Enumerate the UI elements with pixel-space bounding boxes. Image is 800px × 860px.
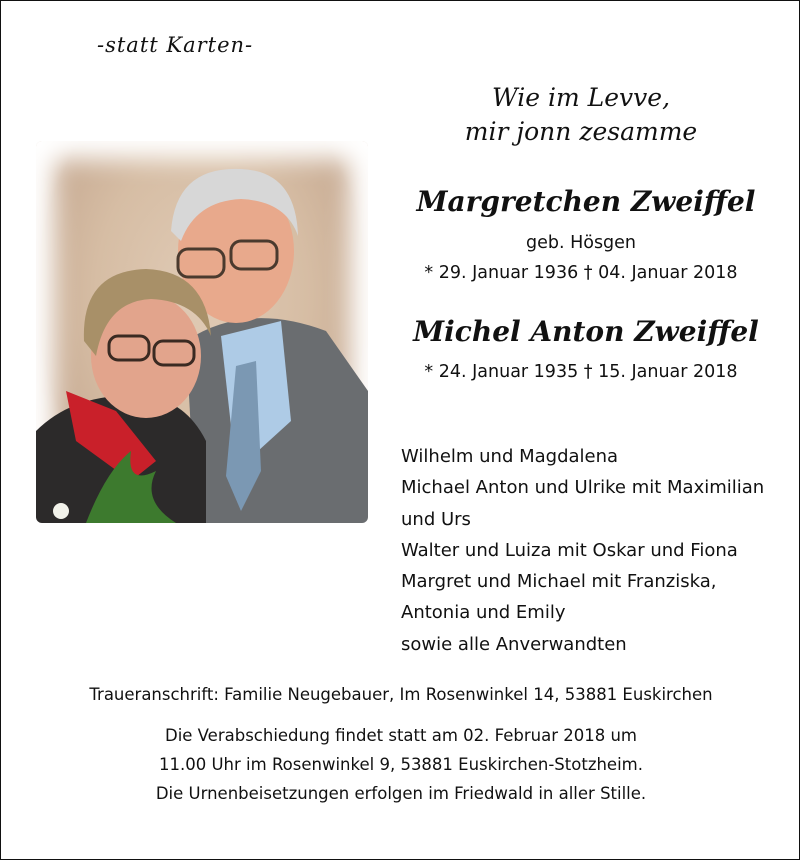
family-list (401, 441, 791, 660)
family-line: sowie alle Anverwandten (401, 633, 627, 655)
family-line: Wilhelm und Magdalena (401, 446, 619, 467)
family-line: Walter und Luiza mit Oskar und Fiona (401, 539, 738, 561)
motto (431, 81, 731, 149)
couple-photo-illustration (36, 141, 368, 523)
notice-line: Die Verabschiedung findet statt am 02. Februar 2018 um (164, 726, 637, 745)
funeral-notice (1, 721, 800, 808)
life-dates-1: * 29. Januar 1936 † 04. Januar 2018 (424, 263, 738, 283)
family-line: Michael Anton und Ulrike mit Maximilian (401, 477, 765, 499)
notice-line: Die Urnenbeisetzungen erfolgen im Friedwald in aller Stille. (155, 784, 647, 803)
motto-line-2: mir jonn zesamme (464, 117, 698, 146)
family-line: Antonia und Emily (401, 602, 566, 624)
notice-line: 11.00 Uhr im Rosenwinkel 9, 53881 Euskirchen-Stotzheim. (159, 755, 643, 774)
mourning-address: Traueranschrift: Familie Neugebauer, Im Rosenwinkel 14, 53881 Euskirchen (89, 685, 713, 704)
motto-line-1: Wie im Levve, (491, 83, 671, 112)
born-name: geb. Hösgen (525, 233, 637, 253)
family-line: und Urs (401, 508, 471, 530)
deceased-name-1: Margretchen Zweiffel (416, 185, 756, 218)
life-dates-2: * 24. Januar 1935 † 15. Januar 2018 (424, 362, 738, 382)
deceased-name-2: Michel Anton Zweiffel (413, 315, 759, 348)
family-line: Margret und Michael mit Franziska, (401, 571, 717, 593)
couple-photo (36, 141, 368, 523)
statt-karten-label: -statt Karten- (97, 33, 254, 57)
